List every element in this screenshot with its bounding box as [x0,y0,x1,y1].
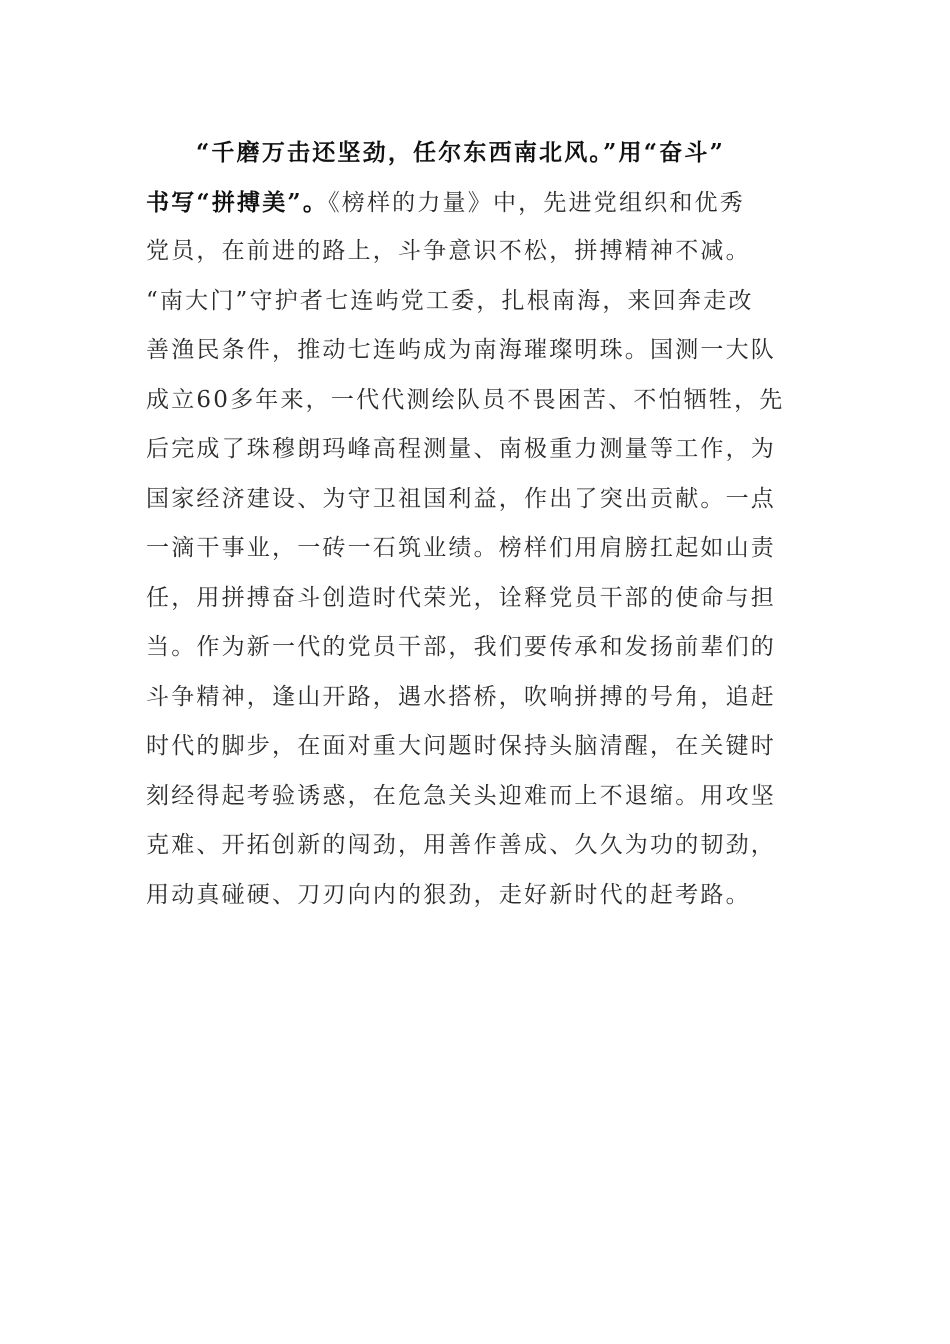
paragraph-line [146,376,806,426]
line-text: 斗争精神，逢山开路，遇水搭桥，吹响拼搏的号角，追赶 [146,683,776,710]
paragraph-line [146,871,806,921]
line-text: 后完成了珠穆朗玛峰高程测量、南极重力测量等工作，为 [146,436,776,462]
paragraph-line [146,821,806,871]
paragraph-line [146,772,806,822]
paragraph-line [146,425,806,475]
paragraph-line [146,722,806,772]
paragraph-line [146,128,806,178]
paragraph-line [146,326,806,376]
line-text: 当。作为新一代的党员干部，我们要传承和发扬前辈们的 [146,634,776,660]
paragraph-line [146,178,806,228]
paragraph-line [146,227,806,277]
line-text: 国家经济建设、为守卫祖国利益，作出了突出贡献。一点 [146,485,776,512]
line-text: 时代的脚步，在面对重大问题时保持头脑清醒，在关键时 [146,733,776,759]
line-text: 《榜样的力量》中，先进党组织和优秀 [328,189,745,216]
paragraph-line [146,475,806,525]
line-text: “南大门”守护者七连屿党工委，扎根南海，来回奔走改 [146,287,754,314]
paragraph-line [146,623,806,673]
bold-heading-text: “千磨万击还坚劲，任尔东西南北风。”用“奋斗” [196,139,726,166]
line-text: 克难、开拓创新的闯劲，用善作善成、久久为功的韧劲， [146,832,776,858]
line-text: 任，用拼搏奋斗创造时代荣光，诠释党员干部的使命与担 [146,584,776,611]
line-text: 党员，在前进的路上，斗争意识不松，拼搏精神不减。 [146,238,751,264]
paragraph-line [146,524,806,574]
line-text: 一滴干事业，一砖一石筑业绩。榜样们用肩膀扛起如山责 [146,535,776,561]
bold-heading-text: 书写“拼搏美”。 [146,188,329,216]
paragraph-line [146,277,806,327]
paragraph-line [146,574,806,624]
line-text: 用动真碰硬、刀刃向内的狠劲，走好新时代的赶考路。 [146,881,751,908]
line-text: 成立60多年来，一代代测绘队员不畏困苦、不怕牺牲，先 [146,386,785,413]
line-text: 刻经得起考验诱惑，在危急关头迎难而上不退缩。用攻坚 [146,782,776,809]
line-text: 善渔民条件，推动七连屿成为南海璀璨明珠。国测一大队 [146,337,776,363]
body-paragraph [146,128,806,920]
paragraph-line [146,673,806,723]
